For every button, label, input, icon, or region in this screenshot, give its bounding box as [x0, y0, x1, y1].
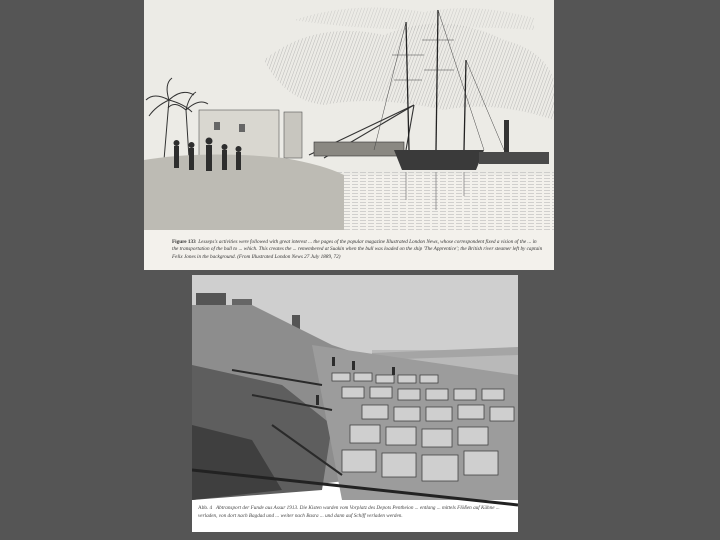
crates-on-riverbank-photograph: [192, 275, 518, 532]
figure-label-top: Figure 133: [172, 239, 196, 245]
photograph-figure: [192, 275, 518, 532]
figure-label-bottom: Abb. 4: [198, 505, 213, 511]
figure-caption-top: [172, 239, 544, 261]
figure-caption-text-bottom: Abtransport der Funde aus Assur 1913. Die Kisten wurden vom Vorplatz des Depots Pentheion ... entlang ... mittels Flößen auf Kähne ... verladen, von dort nach Bagdad und ... weiter nach Basra ... und dann auf Schiff verladen werden.: [198, 505, 500, 519]
engraving-figure: [144, 0, 554, 270]
harbor-engraving-illustration: [144, 0, 554, 270]
figure-caption-bottom: [198, 505, 514, 520]
figure-caption-text-top: Lesseps's activities were followed with great interest ... the pages of the popular magazine Illustrated London News, whose correspondent fixed a vision of the ... in the transportation of the bull to ... which. This creates the ... remembered at Suakin when the bull was loaded on the ship 'The Apprentice'; the British river steamer left by captain Felix Jones in the background. (From Illustrated London News 27 July 1889, 72): [172, 239, 543, 260]
